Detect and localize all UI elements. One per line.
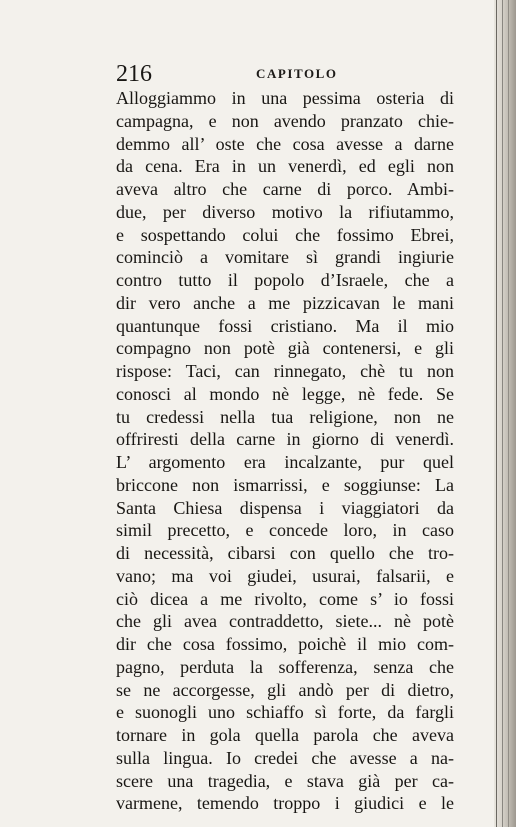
text-line: sulla lingua. Io credei che avesse a na-: [116, 747, 454, 768]
edge-line: [496, 0, 497, 827]
text-line: Alloggiammo in una pessima osteria di: [116, 88, 454, 108]
text-line: quantunque fossi cristiano. Ma il mio: [116, 315, 454, 336]
text-line: ciò dicea a me rivolto, come s’ io fossi: [116, 588, 454, 609]
text-line: Santa Chiesa dispensa i viaggiatori da: [116, 497, 454, 518]
text-line: varmene, temendo troppo i giudici e le: [116, 793, 454, 814]
page-edge: [494, 0, 516, 827]
text-line: cominciò a vomitare sì grandi ingiurie: [116, 247, 454, 268]
text-line: dir che cosa fossimo, poichè il mio com-: [116, 634, 454, 654]
text-line: compagno non potè già contenersi, e gli: [116, 338, 454, 359]
edge-line: [502, 0, 503, 827]
text-line: campagna, e non avendo pranzato chie-: [116, 110, 454, 131]
text-line: contro tutto il popolo d’Israele, che a: [116, 270, 454, 290]
text-line: e sospettando colui che fossimo Ebrei,: [116, 224, 454, 245]
text-line: tornare in gola quella parola che aveva: [116, 725, 454, 745]
text-line: rispose: Taci, can rinnegato, chè tu non: [116, 361, 454, 381]
text-line: demmo all’ oste che cosa avesse a darne: [116, 133, 454, 154]
text-line: dir vero anche a me pizzicavan le mani: [116, 292, 454, 313]
edge-line: [508, 0, 509, 827]
body-text: [116, 87, 454, 815]
page-header: [116, 60, 454, 88]
text-line: di necessità, cibarsi con quello che tro-: [116, 543, 454, 563]
text-line: conosci al mondo nè legge, nè fede. Se: [116, 383, 454, 404]
text-line: tu credessi nella tua religione, non ne: [116, 406, 454, 427]
text-line: pagno, perduta la sofferenza, senza che: [116, 656, 454, 677]
text-line: aveva altro che carne di porco. Ambi-: [116, 179, 454, 199]
text-line: scere una tragedia, e stava già per ca-: [116, 770, 454, 791]
text-line: simil precetto, e concede loro, in caso: [116, 520, 454, 541]
text-line: da cena. Era in un venerdì, ed egli non: [116, 156, 454, 177]
text-line: due, per diverso motivo la rifiutammo,: [116, 201, 454, 222]
text-line: che gli avea contraddetto, siete... nè potè: [116, 611, 454, 632]
text-line: offriresti della carne in giorno di venerdì.: [116, 429, 454, 450]
text-line: L’ argomento era incalzante, pur quel: [116, 452, 454, 472]
text-line: e suonogli uno schiaffo sì forte, da fargli: [116, 702, 454, 723]
text-line: briccone non ismarrissi, e soggiunse: La: [116, 474, 454, 495]
text-line: se ne accorgesse, gli andò per di dietro,: [116, 679, 454, 700]
page-number: 216: [116, 61, 152, 87]
text-line: vano; ma voi giudei, usurai, falsarii, e: [116, 565, 454, 586]
running-head: CAPITOLO: [256, 66, 338, 81]
